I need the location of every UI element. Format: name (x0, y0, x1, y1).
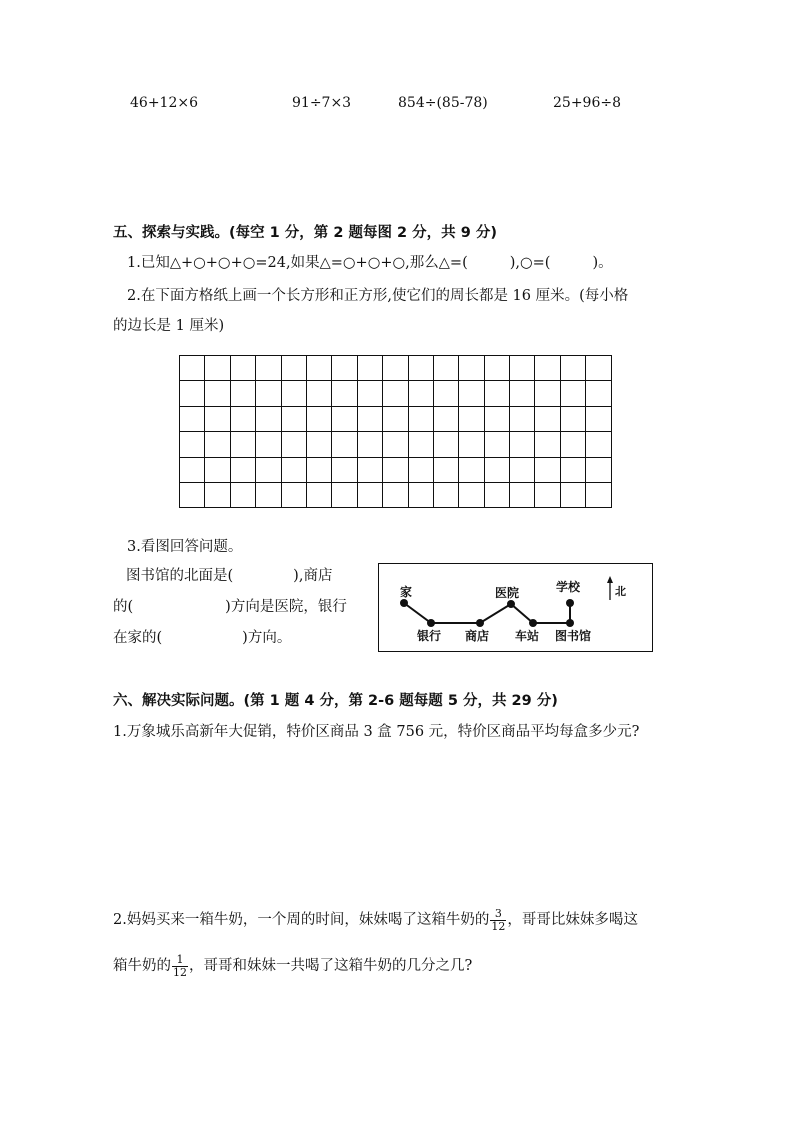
grid-cell[interactable] (306, 381, 331, 406)
grid-cell[interactable] (459, 406, 484, 431)
grid-cell[interactable] (433, 457, 458, 482)
grid-row (180, 457, 612, 482)
graph-paper-grid[interactable] (179, 355, 612, 508)
section-6-heading: 六、解决实际问题。(第 1 题 4 分，第 2-6 题每题 5 分，共 29 分) (113, 693, 558, 709)
grid-cell[interactable] (433, 432, 458, 457)
grid-cell[interactable] (357, 482, 382, 507)
grid-cell[interactable] (535, 356, 560, 381)
grid-cell[interactable] (484, 432, 509, 457)
bank-dot (427, 619, 435, 627)
shop-dot (476, 619, 484, 627)
grid-cell[interactable] (306, 482, 331, 507)
grid-cell[interactable] (408, 356, 433, 381)
q1-prefix: 1.已知△+○+○+○=24,如果△=○+○+○,那么△=( (127, 255, 468, 271)
section-6-question-2-line-2 (113, 948, 472, 984)
route-map (378, 563, 653, 652)
grid-cell[interactable] (281, 406, 306, 431)
label-home: 家 (400, 585, 413, 599)
q3-line-2-text-a: 的( (113, 599, 134, 615)
grid-cell[interactable] (230, 432, 255, 457)
grid-cell[interactable] (332, 482, 357, 507)
grid-cell[interactable] (180, 406, 205, 431)
grid-cell[interactable] (535, 432, 560, 457)
grid-cell[interactable] (281, 432, 306, 457)
q3-line-3-text-b: )方向。 (242, 630, 292, 646)
school-dot (566, 599, 574, 607)
grid-cell[interactable] (510, 482, 535, 507)
grid-cell[interactable] (256, 381, 281, 406)
grid-cell[interactable] (408, 432, 433, 457)
grid-cell[interactable] (560, 406, 585, 431)
library-dot (566, 619, 574, 627)
section-6-question-2-line-1 (113, 902, 638, 938)
label-bank: 银行 (417, 629, 442, 643)
grid-cell[interactable] (306, 356, 331, 381)
fraction-2-denominator: 12 (173, 965, 187, 979)
grid-cell[interactable] (332, 381, 357, 406)
section-6-question-1: 1.万象城乐高新年大促销，特价区商品 3 盒 756 元，特价区商品平均每盒多少元? (113, 724, 640, 740)
grid-cell[interactable] (281, 356, 306, 381)
grid-cell[interactable] (205, 457, 230, 482)
expression-2: 91÷7×3 (292, 95, 352, 111)
expression-3: 854÷(85-78) (398, 95, 488, 111)
grid-cell[interactable] (433, 356, 458, 381)
grid-cell[interactable] (180, 457, 205, 482)
grid-cell[interactable] (586, 482, 611, 507)
q2-text-part-3: 箱牛奶的 (113, 958, 171, 974)
grid-cell[interactable] (332, 432, 357, 457)
grid-cell[interactable] (484, 457, 509, 482)
grid-cell[interactable] (535, 381, 560, 406)
grid-cell[interactable] (205, 381, 230, 406)
label-shop: 商店 (465, 629, 490, 643)
q3-line-2 (113, 595, 347, 616)
q3-line-3-text-a: 在家的( (113, 630, 163, 646)
grid-cell[interactable] (408, 406, 433, 431)
section-5-question-3-title: 3.看图回答问题。 (127, 539, 243, 555)
grid-row (180, 432, 612, 457)
grid-cell[interactable] (459, 432, 484, 457)
grid-cell[interactable] (510, 406, 535, 431)
grid-cell[interactable] (383, 356, 408, 381)
q2-text-part-1: 2.妈妈买来一箱牛奶，一个周的时间，妹妹喝了这箱牛奶的 (113, 912, 490, 928)
label-north: 北 (615, 585, 626, 598)
grid-row (180, 406, 612, 431)
grid-cell[interactable] (256, 356, 281, 381)
grid-row (180, 482, 612, 507)
grid-cell[interactable] (459, 457, 484, 482)
q3-line-3 (113, 626, 291, 647)
grid-cell[interactable] (180, 381, 205, 406)
grid-cell[interactable] (560, 457, 585, 482)
grid-cell[interactable] (586, 432, 611, 457)
q1-suffix: )。 (592, 255, 613, 271)
grid-cell[interactable] (459, 482, 484, 507)
q3-line-2-text-b: )方向是医院，银行 (225, 599, 347, 615)
grid-cell[interactable] (408, 457, 433, 482)
grid-cell[interactable] (180, 356, 205, 381)
grid-cell[interactable] (433, 482, 458, 507)
fraction-one-twelfth (172, 954, 188, 979)
section-5-question-1 (127, 251, 613, 272)
grid-cell[interactable] (281, 457, 306, 482)
station-dot (529, 619, 537, 627)
grid-cell[interactable] (433, 406, 458, 431)
fraction-1-denominator: 12 (491, 919, 506, 933)
grid-cell[interactable] (484, 406, 509, 431)
grid-cell[interactable] (535, 482, 560, 507)
grid-cell[interactable] (408, 381, 433, 406)
grid-cell[interactable] (357, 356, 382, 381)
grid-cell[interactable] (383, 406, 408, 431)
grid-cell[interactable] (281, 381, 306, 406)
grid-cell[interactable] (357, 457, 382, 482)
q3-line-1-text-b: ),商店 (293, 568, 333, 584)
grid-cell[interactable] (205, 482, 230, 507)
grid-cell[interactable] (484, 356, 509, 381)
grid-cell[interactable] (510, 356, 535, 381)
grid-cell[interactable] (459, 356, 484, 381)
label-library: 图书馆 (555, 629, 592, 643)
grid-cell[interactable] (332, 406, 357, 431)
grid-cell[interactable] (560, 482, 585, 507)
expression-1: 46+12×6 (130, 95, 198, 111)
grid-cell[interactable] (180, 482, 205, 507)
q3-line-1 (126, 564, 332, 585)
grid-cell[interactable] (408, 482, 433, 507)
section-5-question-2-line-1: 2.在下面方格纸上画一个长方形和正方形,使它们的周长都是 16 厘米。(每小格 (127, 288, 629, 304)
grid-cell[interactable] (306, 432, 331, 457)
expression-4: 25+96÷8 (553, 95, 621, 111)
fraction-2-numerator: 1 (172, 954, 188, 967)
grid-cell[interactable] (281, 482, 306, 507)
grid-cell[interactable] (205, 356, 230, 381)
grid-cell[interactable] (459, 381, 484, 406)
label-school: 学校 (556, 580, 581, 594)
grid-cell[interactable] (586, 406, 611, 431)
grid-cell[interactable] (535, 406, 560, 431)
grid-cell[interactable] (357, 432, 382, 457)
grid-row (180, 381, 612, 406)
grid-cell[interactable] (586, 381, 611, 406)
grid-cell[interactable] (586, 457, 611, 482)
grid-cell[interactable] (586, 356, 611, 381)
route-map-drawing (379, 564, 651, 650)
grid-cell[interactable] (357, 406, 382, 431)
grid-cell[interactable] (306, 406, 331, 431)
grid-cell[interactable] (306, 457, 331, 482)
grid-cell[interactable] (357, 381, 382, 406)
q3-line-1-text-a: 图书馆的北面是( (126, 568, 234, 584)
north-arrowhead-icon (607, 576, 613, 583)
grid-cell[interactable] (383, 432, 408, 457)
grid-cell[interactable] (383, 482, 408, 507)
grid-cell[interactable] (256, 406, 281, 431)
grid-cell[interactable] (484, 482, 509, 507)
label-hospital: 医院 (495, 586, 520, 600)
grid-cell[interactable] (256, 432, 281, 457)
grid-cell[interactable] (230, 381, 255, 406)
grid-cell[interactable] (510, 457, 535, 482)
grid-cell[interactable] (560, 356, 585, 381)
grid-cell[interactable] (180, 432, 205, 457)
grid-cell[interactable] (332, 457, 357, 482)
home-dot (400, 599, 408, 607)
grid-cell[interactable] (230, 482, 255, 507)
grid-cell[interactable] (535, 457, 560, 482)
grid-cell[interactable] (433, 381, 458, 406)
grid-cell[interactable] (510, 381, 535, 406)
grid-cell[interactable] (256, 457, 281, 482)
fraction-1-numerator: 3 (490, 908, 506, 921)
grid-cell[interactable] (510, 432, 535, 457)
grid-cell[interactable] (230, 406, 255, 431)
grid-cell[interactable] (230, 457, 255, 482)
grid-cell[interactable] (484, 381, 509, 406)
grid-cell[interactable] (560, 381, 585, 406)
section-5-heading: 五、探索与实践。(每空 1 分，第 2 题每图 2 分，共 9 分) (113, 225, 497, 241)
label-station: 车站 (515, 629, 540, 643)
hospital-dot (507, 600, 515, 608)
fraction-three-twelfths (490, 908, 506, 933)
grid-cell[interactable] (205, 406, 230, 431)
grid-cell[interactable] (205, 432, 230, 457)
grid-cell[interactable] (383, 457, 408, 482)
grid-cell[interactable] (383, 381, 408, 406)
q2-text-part-4: ，哥哥和妹妹一共喝了这箱牛奶的几分之几? (189, 958, 473, 974)
grid-cell[interactable] (230, 356, 255, 381)
q1-middle: ),○=( (509, 255, 551, 271)
grid-cell[interactable] (560, 432, 585, 457)
grid-cell[interactable] (332, 356, 357, 381)
grid-row (180, 356, 612, 381)
grid-cell[interactable] (256, 482, 281, 507)
section-5-question-2-line-2: 的边长是 1 厘米) (113, 318, 225, 334)
q2-text-part-2: ，哥哥比妹妹多喝这 (507, 912, 638, 928)
